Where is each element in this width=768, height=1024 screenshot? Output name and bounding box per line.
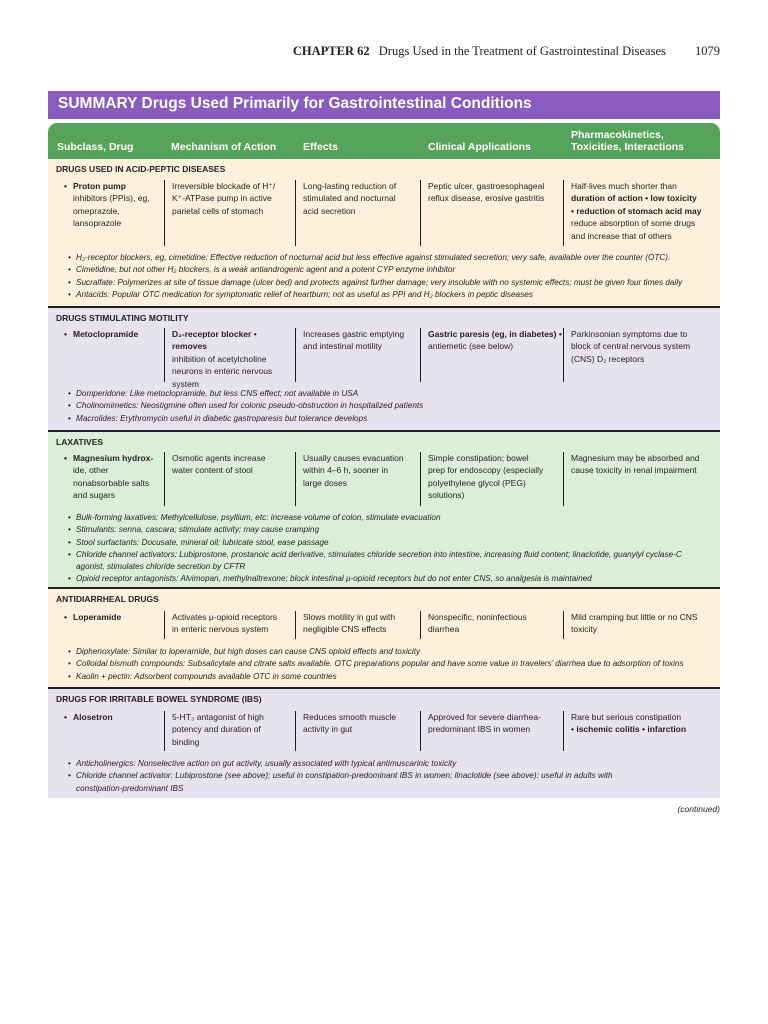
- effects-cell: Long-lasting reduction of stimulated and nocturnal acid secretion: [295, 180, 419, 246]
- section-notes: • Domperidone: Like metoclopramide, but less CNS effect; not available in USA • Cholinomimetics: Neostigmine often used for colonic pseudo-obstruction in hospitalized patients • Macrolides: Erythromycin useful in diabetic gastroparesis but tolerance develops: [68, 388, 713, 425]
- mechanism-cell: Activates μ-opioid receptors in enteric nervous system: [164, 611, 294, 639]
- running-head: [48, 44, 720, 62]
- section-title: DRUGS STIMULATING MOTILITY: [56, 313, 189, 323]
- effects-cell: Reduces smooth muscle activity in gut: [295, 711, 419, 751]
- page-number: 1079: [695, 44, 720, 58]
- section-notes: • Bulk-forming laxatives: Methylcellulose, psyllium, etc: increase volume of colon, stimulate evacuation • Stimulants: senna, cascara; stimulate activity; may cause cramping • Stool surfactants: Docusate, mineral oil; lubricate stool, ease passage • Chloride channel activators: Lubiprostone, prostanoic acid derivative, stimulates chloride secretion into intestine, increasing fluid content; linaclotide, guanylyl cyclase-C agonist, stimulates chloride secretion by CFTR • Opioid receptor antagonists: Alvimopan, methylnaltrexone; block intestinal μ-opioid receptors but do not enter CNS, so analgesia is maintained: [68, 512, 713, 586]
- effects-cell: Slows motility in gut with negligible CNS effects: [295, 611, 419, 639]
- section-title: DRUGS FOR IRRITABLE BOWEL SYNDROME (IBS): [56, 694, 262, 704]
- section-acid-peptic: [48, 159, 720, 306]
- column-header-subclass: Subclass, Drug: [57, 141, 134, 153]
- pk-cell: Parkinsonian symptoms due to block of central nervous system (CNS) D₂ receptors: [563, 328, 715, 382]
- chapter-number: CHAPTER 62: [292, 44, 370, 58]
- mechanism-cell: Irreversible blockade of H⁺/ K⁺-ATPase pump in active parietal cells of stomach: [164, 180, 294, 246]
- column-header-pk-line1: Pharmacokinetics,: [571, 129, 664, 141]
- effects-cell: Usually causes evacuation within 4–6 h, sooner in large doses: [295, 452, 419, 506]
- clinical-cell: Simple constipation; bowel prep for endoscopy (especially polyethylene glycol (PEG) solutions): [420, 452, 563, 506]
- section-antidiarrheal: [48, 587, 720, 687]
- section-laxatives: [48, 430, 720, 587]
- clinical-cell: Nonspecific, noninfectious diarrhea: [420, 611, 563, 639]
- column-header-mechanism: Mechanism of Action: [171, 141, 277, 153]
- column-header-clinical: Clinical Applications: [428, 141, 531, 153]
- section-notes: • H₂-receptor blockers, eg, cimetidine: Effective reduction of nocturnal acid but less effective against stimulated secretion; very safe, available over the counter (OTC). • Cimetidine, but not other H₂ blockers, is a weak antiandrogenic agent and a potent CYP enzyme inhibitor • Sucralfate: Polymerizes at site of tissue damage (ulcer bed) and protects against further damage; very insoluble with no systemic effects; must be given four times daily • Antacids: Popular OTC medication for symptomatic relief of heartburn; not as useful as PPI and H₂ blockers in peptic diseases: [68, 252, 713, 301]
- drug-name: • Magnesium hydrox- ide, other nonabsorbable salts and sugars: [64, 453, 154, 501]
- drug-name: • Metoclopramide: [64, 329, 139, 339]
- section-notes: • Diphenoxylate: Similar to loperamide, but high doses can cause CNS opioid effects and toxicity • Colloidal bismuth compounds: Subsalicylate and citrate salts available. OTC preparations popular and have some value in travelers’ diarrhea due to adsorption of toxins • Kaolin + pectin: Adsorbent compounds available OTC in some countries: [68, 646, 713, 683]
- section-title: LAXATIVES: [56, 437, 104, 447]
- clinical-cell: Approved for severe diarrhea- predominant IBS in women: [420, 711, 563, 751]
- pk-cell: Mild cramping but little or no CNS toxicity: [563, 611, 715, 639]
- pk-cell: Half-lives much shorter than duration of action • low toxicity • reduction of stomach acid may reduce absorption of some drugs and increase that of others: [563, 180, 715, 246]
- mechanism-cell: 5-HT₃ antagonist of high potency and duration of binding: [164, 711, 294, 751]
- clinical-cell: Peptic ulcer, gastroesophageal reflux disease, erosive gastritis: [420, 180, 563, 246]
- drug-name: • Alosetron: [64, 712, 113, 722]
- section-notes: • Anticholinergics: Nonselective action on gut activity, usually associated with typical antimuscarinic toxicity • Chloride channel activator: Lubiprostone (see above); useful in constipation-predominant IBS in women; linaclotide (see above): useful in adults with constipation-predominant IBS: [68, 758, 713, 795]
- drug-name: • Loperamide: [64, 612, 122, 622]
- pk-cell: Magnesium may be absorbed and cause toxicity in renal impairment: [563, 452, 715, 506]
- section-motility: [48, 306, 720, 430]
- mechanism-cell: Osmotic agents increase water content of stool: [164, 452, 294, 506]
- pk-cell: Rare but serious constipation • ischemic colitis • infarction: [563, 711, 715, 751]
- section-ibs: [48, 687, 720, 798]
- clinical-cell: Gastric paresis (eg, in diabetes) • antiemetic (see below): [420, 328, 563, 382]
- column-header-pk-line2: Toxicities, Interactions: [571, 141, 685, 153]
- summary-title: SUMMARY Drugs Used Primarily for Gastrointestinal Conditions: [48, 91, 720, 119]
- effects-cell: Increases gastric emptying and intestinal motility: [295, 328, 419, 382]
- column-header-effects: Effects: [303, 141, 339, 153]
- section-title: ANTIDIARRHEAL DRUGS: [56, 594, 159, 604]
- table-header: [48, 123, 720, 159]
- chapter-title: Drugs Used in the Treatment of Gastrointestinal Diseases: [378, 44, 666, 58]
- mechanism-cell: D₂-receptor blocker • removes inhibition of acetylcholine neurons in enteric nervous system: [164, 328, 294, 382]
- drug-name: • Proton pump inhibitors (PPIs), eg, omeprazole, lansoprazole: [64, 181, 150, 229]
- section-title: DRUGS USED IN ACID-PEPTIC DISEASES: [56, 164, 226, 174]
- continued-label: (continued): [677, 804, 720, 814]
